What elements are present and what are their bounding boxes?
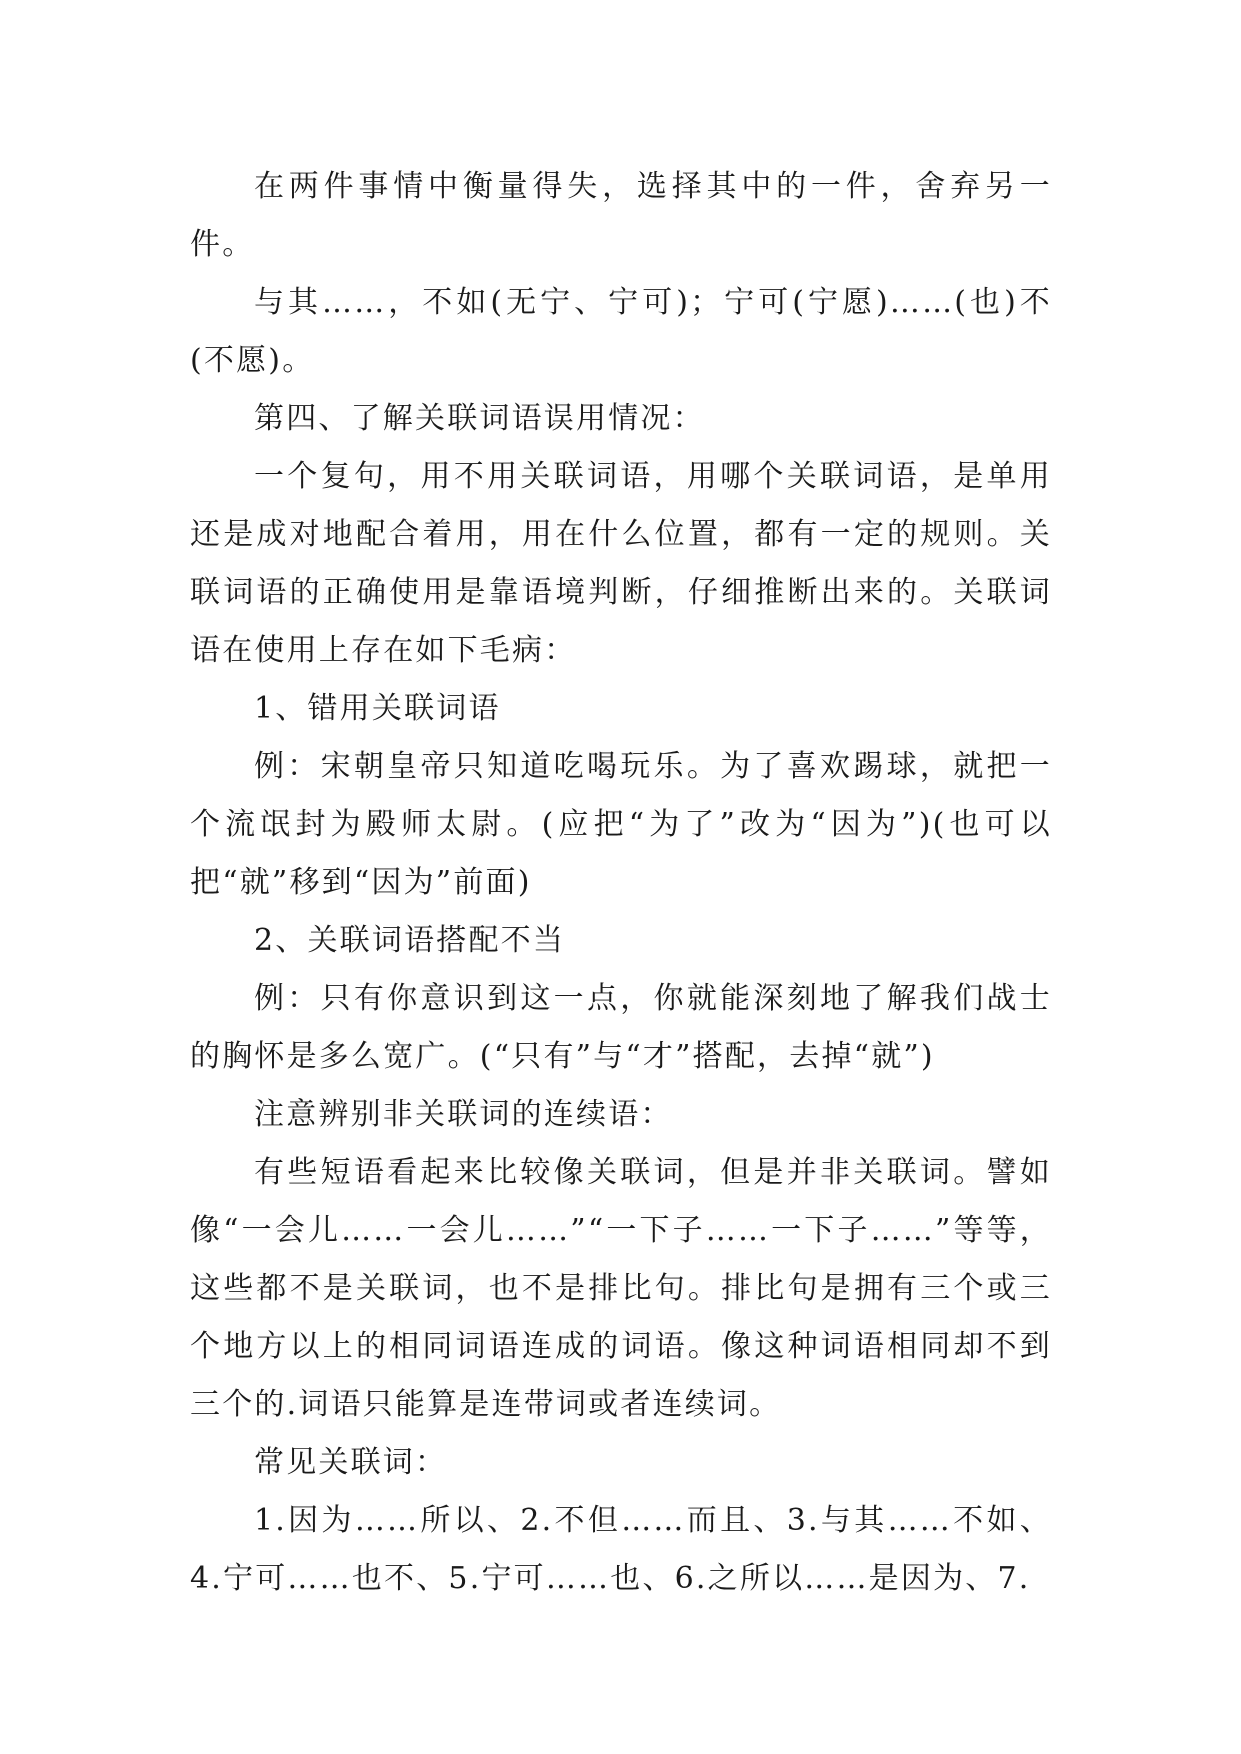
paragraph-common-conjunctions-list: 1.因为……所以、2.不但……而且、3.与其……不如、4.宁可……也不、5.宁可……也、6.之所以……是因为、7. bbox=[190, 1503, 1052, 1596]
section-heading-misuse: 第四、了解关联词语误用情况： bbox=[254, 401, 705, 436]
section-heading-non-conjunctions: 注意辨别非关联词的连续语： bbox=[254, 1097, 673, 1132]
paragraph-choice-patterns: 与其……，不如(无宁、宁可)；宁可(宁愿)……(也)不(不愿)。 bbox=[190, 285, 1052, 378]
paragraph-tradeoff-definition: 在两件事情中衡量得失，选择其中的一件，舍弃另一件。 bbox=[190, 169, 1052, 262]
list-item-wrong-conjunction: 1、错用关联词语 bbox=[254, 691, 501, 726]
document-body bbox=[190, 158, 1052, 1608]
paragraph-example-1: 例：宋朝皇帝只知道吃喝玩乐。为了喜欢踢球，就把一个流氓封为殿师太尉。(应把“为了”改为“因为”)(也可以把“就”移到“因为”前面) bbox=[190, 749, 1052, 900]
paragraph-non-conjunctions: 有些短语看起来比较像关联词，但是并非关联词。譬如像“一会儿……一会儿……”“一下子……一下子……”等等，这些都不是关联词，也不是排比句。排比句是拥有三个或三个地方以上的相同词语连成的词语。像这种词语相同却不到三个的.词语只能算是连带词或者连续词。 bbox=[190, 1155, 1052, 1422]
list-item-mismatched-pair: 2、关联词语搭配不当 bbox=[254, 923, 566, 958]
paragraph-example-2: 例：只有你意识到这一点，你就能深刻地了解我们战士的胸怀是多么宽广。(“只有”与“才”搭配，去掉“就”) bbox=[190, 981, 1052, 1074]
paragraph-misuse-intro: 一个复句，用不用关联词语，用哪个关联词语，是单用还是成对地配合着用，用在什么位置，都有一定的规则。关联词语的正确使用是靠语境判断，仔细推断出来的。关联词语在使用上存在如下毛病： bbox=[190, 459, 1052, 668]
section-heading-common-conjunctions: 常见关联词： bbox=[254, 1445, 448, 1480]
